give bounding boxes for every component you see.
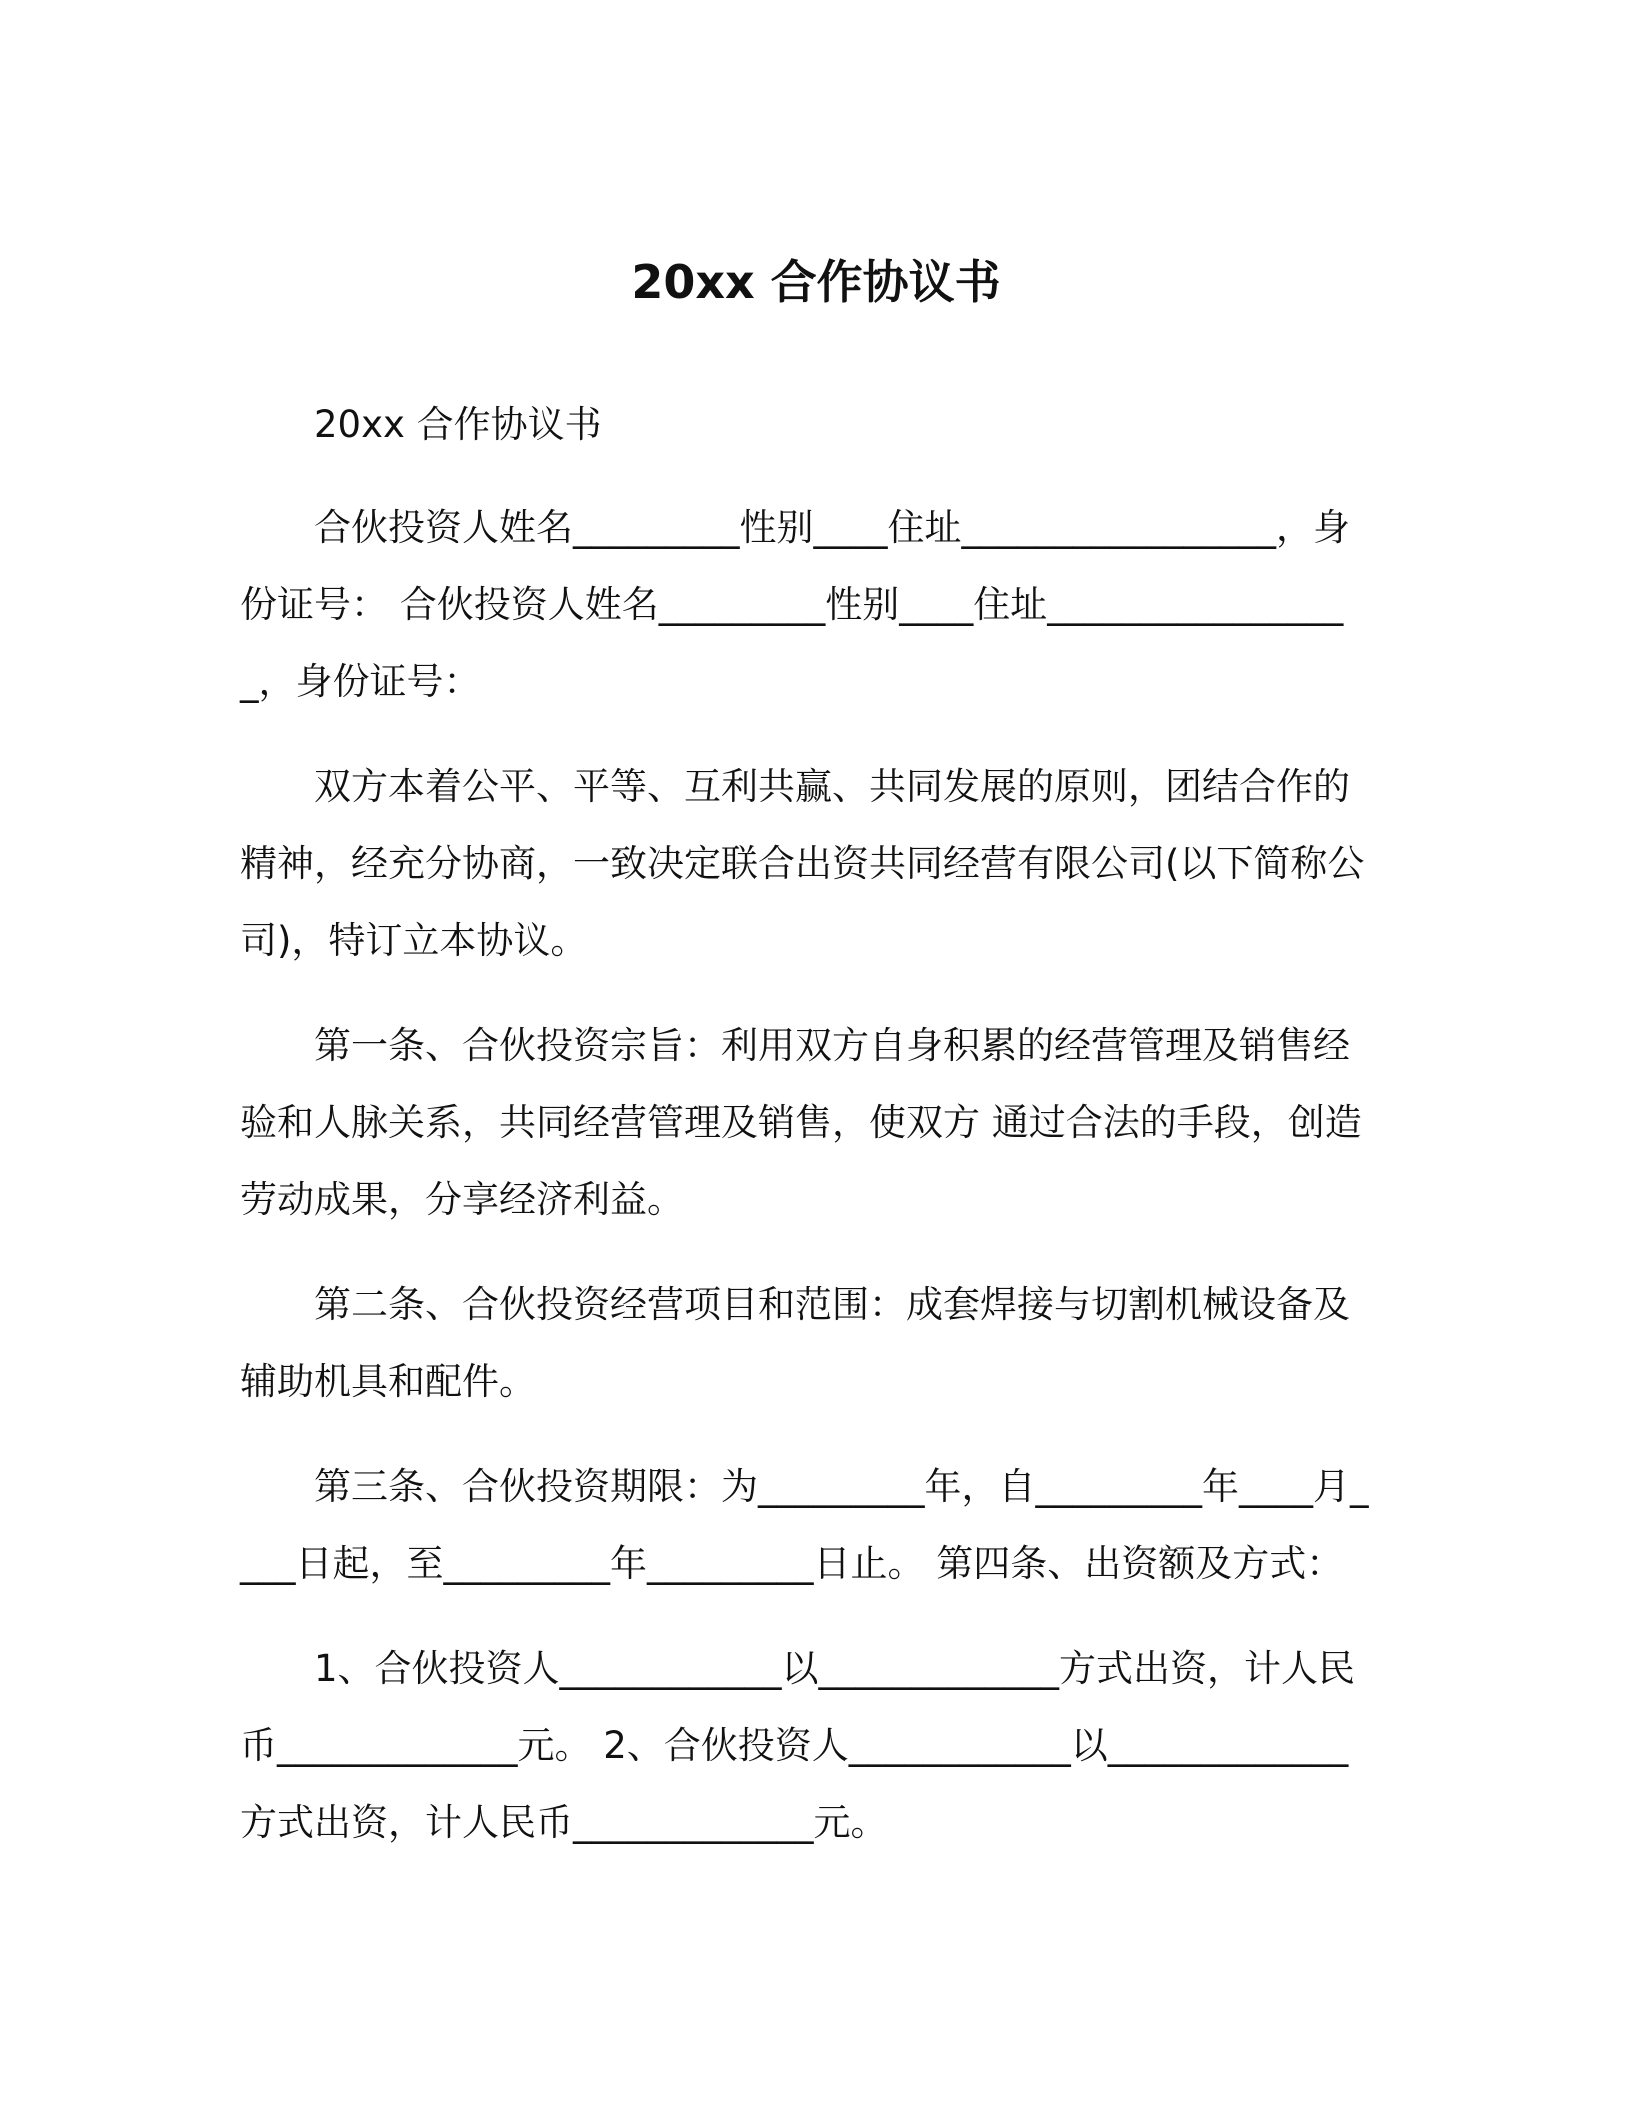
paragraph-article-2: 第二条、合伙投资经营项目和范围：成套焊接与切割机械设备及辅助机具和配件。: [240, 1283, 1350, 1403]
paragraph-preamble: 双方本着公平、平等、互利共赢、共同发展的原则，团结合作的精神，经充分协商，一致决定联合出资共同经营有限公司(以下简称公司)，特订立本协议。: [240, 765, 1365, 962]
document-body: [240, 386, 1385, 1889]
paragraph-article-1: 第一条、合伙投资宗旨：利用双方自身积累的经营管理及销售经验和人脉关系，共同经营管理及销售，使双方 通过合法的手段，创造劳动成果，分享经济利益。: [240, 1024, 1362, 1221]
paragraph-parties: 合伙投资人姓名_________性别____住址_________________，身份证号： 合伙投资人姓名_________性别____住址_________________，身份证号：: [240, 506, 1350, 703]
paragraph-article-3: 第三条、合伙投资期限：为_________年，自_________年____月____日起，至_________年_________日止。 第四条、出资额及方式：: [240, 1465, 1369, 1585]
paragraph-contributions: 1、合伙投资人____________以_____________方式出资，计人民币_____________元。 2、合伙投资人____________以_____________方式出资，计人民币_____________元。: [240, 1647, 1356, 1844]
document-title: 20xx 合作协议书: [631, 254, 1001, 309]
document-subtitle: 20xx 合作协议书: [314, 403, 602, 446]
